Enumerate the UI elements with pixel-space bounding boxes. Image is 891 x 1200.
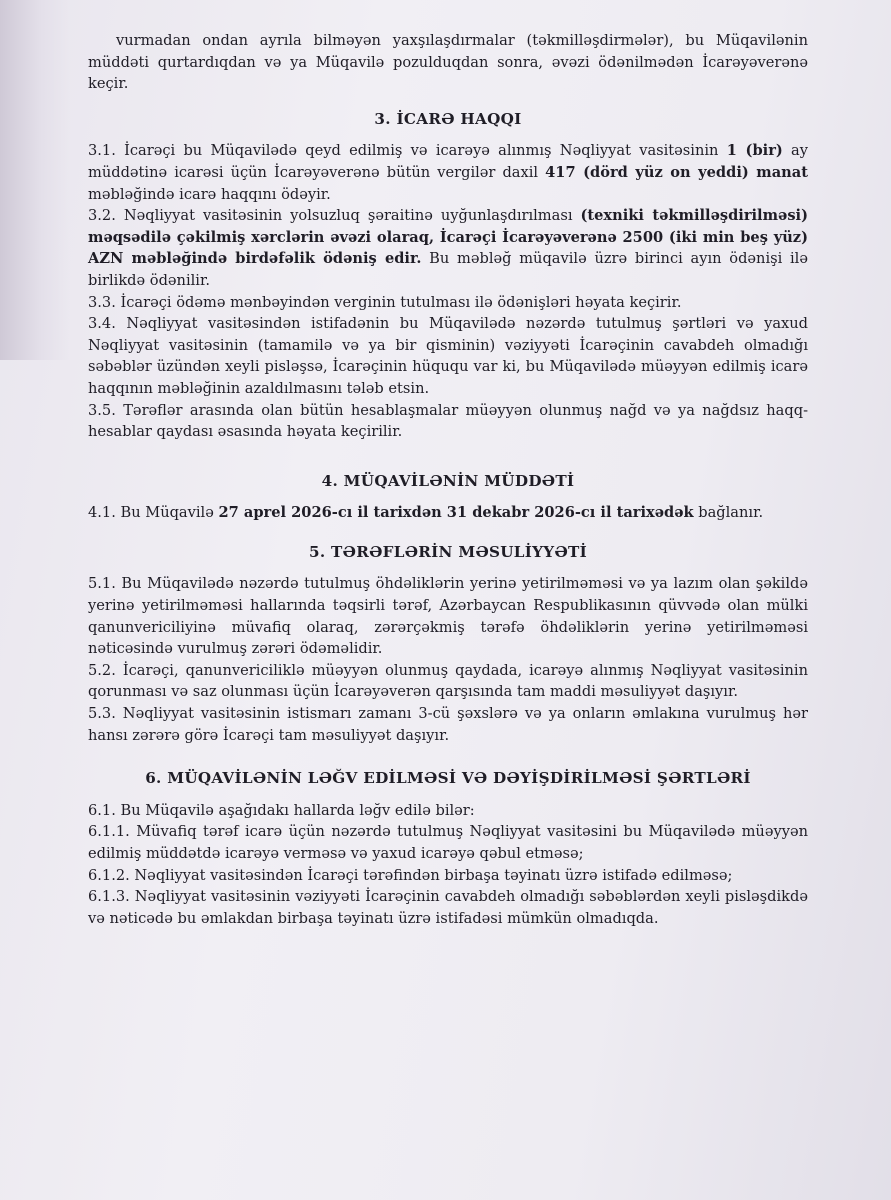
clause-5-1: 5.1. Bu Müqavilədə nəzərdə tutulmuş öhdəliklərin yerinə yetirilməməsi və ya lazım olan şəkildə yerinə yetirilməməsi hallarında təqsirli tərəf, Azərbaycan Respublikasının qüvvədə olan mülki qanunvericiliyinə müvafiq olaraq, zərərçəkmiş tərəfə öhdəliklərin yerinə yetirilməməsi nəticəsində vurulmuş zərəri ödəməlidir.	[88, 575, 808, 658]
clause-3-2-bold: (texniki təkmilləşdirilməsi) məqsədilə çəkilmiş xərclərin əvəzi olaraq, İcarəçi İcarəyəverənə 2500 (iki min beş yüz) AZN məbləğində birdəfəlik ödəniş edir.	[88, 207, 808, 268]
clause-3-1-amount: 417 (dörd yüz on yeddi) manat	[545, 163, 808, 181]
clause-5-2: 5.2. İcarəçi, qanunvericiliklə müəyyən olunmuş qaydada, icarəyə alınmış Nəqliyyat vasitəsinin qorunması və saz olunması üçün İcarəyəverən qarşısında tam maddi məsuliyyət daşıyır.	[88, 661, 808, 701]
clause-4-1-text-c: bağlanır.	[693, 504, 764, 522]
page-edge-shadow	[0, 0, 70, 360]
clause-6-1-1: 6.1.1. Müvafiq tərəf icarə üçün nəzərdə tutulmuş Nəqliyyat vasitəsini bu Müqavilədə müəyyən edilmiş müddətdə icarəyə verməsə və yaxud icarəyə qəbul etməsə;	[88, 823, 808, 862]
section-4-heading: 4. MÜQAVİLƏNİN MÜDDƏTİ	[321, 471, 575, 490]
clause-3-4: 3.4. Nəqliyyat vasitəsindən istifadənin bu Müqavilədə nəzərdə tutulmuş şərtləri və yaxud Nəqliyyat vasitəsinin (tamamilə və ya bir qisminin) vəziyyəti İcarəçinin cavabdeh olmadığı səbəblər üzündən xeyli pisləşsə, İcarəçinin hüququ var ki, bu Müqavilədə müəyyən edilmiş icarə haqqının məbləğinin azaldılmasını tələb etsin.	[88, 315, 808, 397]
section-6-heading: 6. MÜQAVİLƏNİN LƏĞV EDİLMƏSİ VƏ DƏYİŞDİRİLMƏSİ ŞƏRTLƏRİ	[145, 769, 751, 788]
clause-3-5: 3.5. Tərəflər arasında olan bütün hesablaşmalar müəyyən olunmuş nağd və ya nağdsız haqq-hesablar qaydası əsasında həyata keçirilir.	[88, 401, 808, 441]
clause-3-1-text-e: məbləğində icarə haqqını ödəyir.	[88, 185, 331, 203]
clause-6-1: 6.1. Bu Müqavilə aşağıdakı hallarda ləğv edilə bilər:	[88, 801, 475, 819]
clause-3-2	[88, 205, 808, 291]
clause-3-2-text-c: Bu məbləğ müqavilə üzrə birinci ayın ödənişi ilə birlikdə ödənilir.	[88, 250, 808, 289]
clause-5-3: 5.3. Nəqliyyat vasitəsinin istismarı zamanı 3-cü şəxslərə və ya onların əmlakına vurulmuş hər hansı zərərə görə İcarəçi tam məsuliyyət daşıyır.	[88, 705, 808, 744]
clause-3-2-text-a: 3.2. Nəqliyyat vasitəsinin yolsuzluq şəraitinə uyğunlaşdırılması	[88, 207, 581, 225]
clause-3-1-text-a: 3.1. İcarəçi bu Müqavilədə qeyd edilmiş və icarəyə alınmış Nəqliyyat vasitəsinin	[88, 142, 727, 160]
intro-paragraph: vurmadan ondan ayrıla bilməyən yaxşılaşdırmalar (təkmilləşdirmələr), bu Müqavilənin müddəti qurtardıqdan və ya Müqavilə pozulduqdan sonra, əvəzi ödənilmədən İcarəyəverənə keçir.	[88, 32, 808, 93]
document-body	[88, 30, 808, 929]
section-3-heading: 3. İCARƏ HAQQI	[374, 109, 522, 128]
clause-4-1-text-a: 4.1. Bu Müqavilə	[88, 504, 219, 522]
clause-3-3: 3.3. İcarəçi ödəmə mənbəyindən verginin tutulması ilə ödənişləri həyata keçirir.	[88, 293, 682, 311]
clause-4-1	[88, 502, 808, 524]
clause-6-1-2: 6.1.2. Nəqliyyat vasitəsindən İcarəçi tərəfindən birbaşa təyinatı üzrə istifadə edilməsə;	[88, 866, 733, 884]
clause-6-1-3: 6.1.3. Nəqliyyat vasitəsinin vəziyyəti İcarəçinin cavabdeh olmadığı səbəblərdən xeyli pisləşdikdə və nəticədə bu əmlakdan birbaşa təyinatı üzrə istifadəsi mümkün olmadıqda.	[88, 888, 808, 927]
section-5-heading: 5. TƏRƏFLƏRİN MƏSULİYYƏTİ	[309, 542, 587, 561]
clause-3-1-term: 1 (bir)	[726, 142, 783, 160]
clause-3-1-text-c: ay müddətinə icarəsi üçün İcarəyəverənə bütün vergilər daxil	[88, 142, 809, 181]
clause-4-1-dates: 27 aprel 2026-cı il tarixdən 31 dekabr 2026-cı il tarixədək	[218, 504, 694, 522]
clause-3-1	[88, 140, 808, 205]
